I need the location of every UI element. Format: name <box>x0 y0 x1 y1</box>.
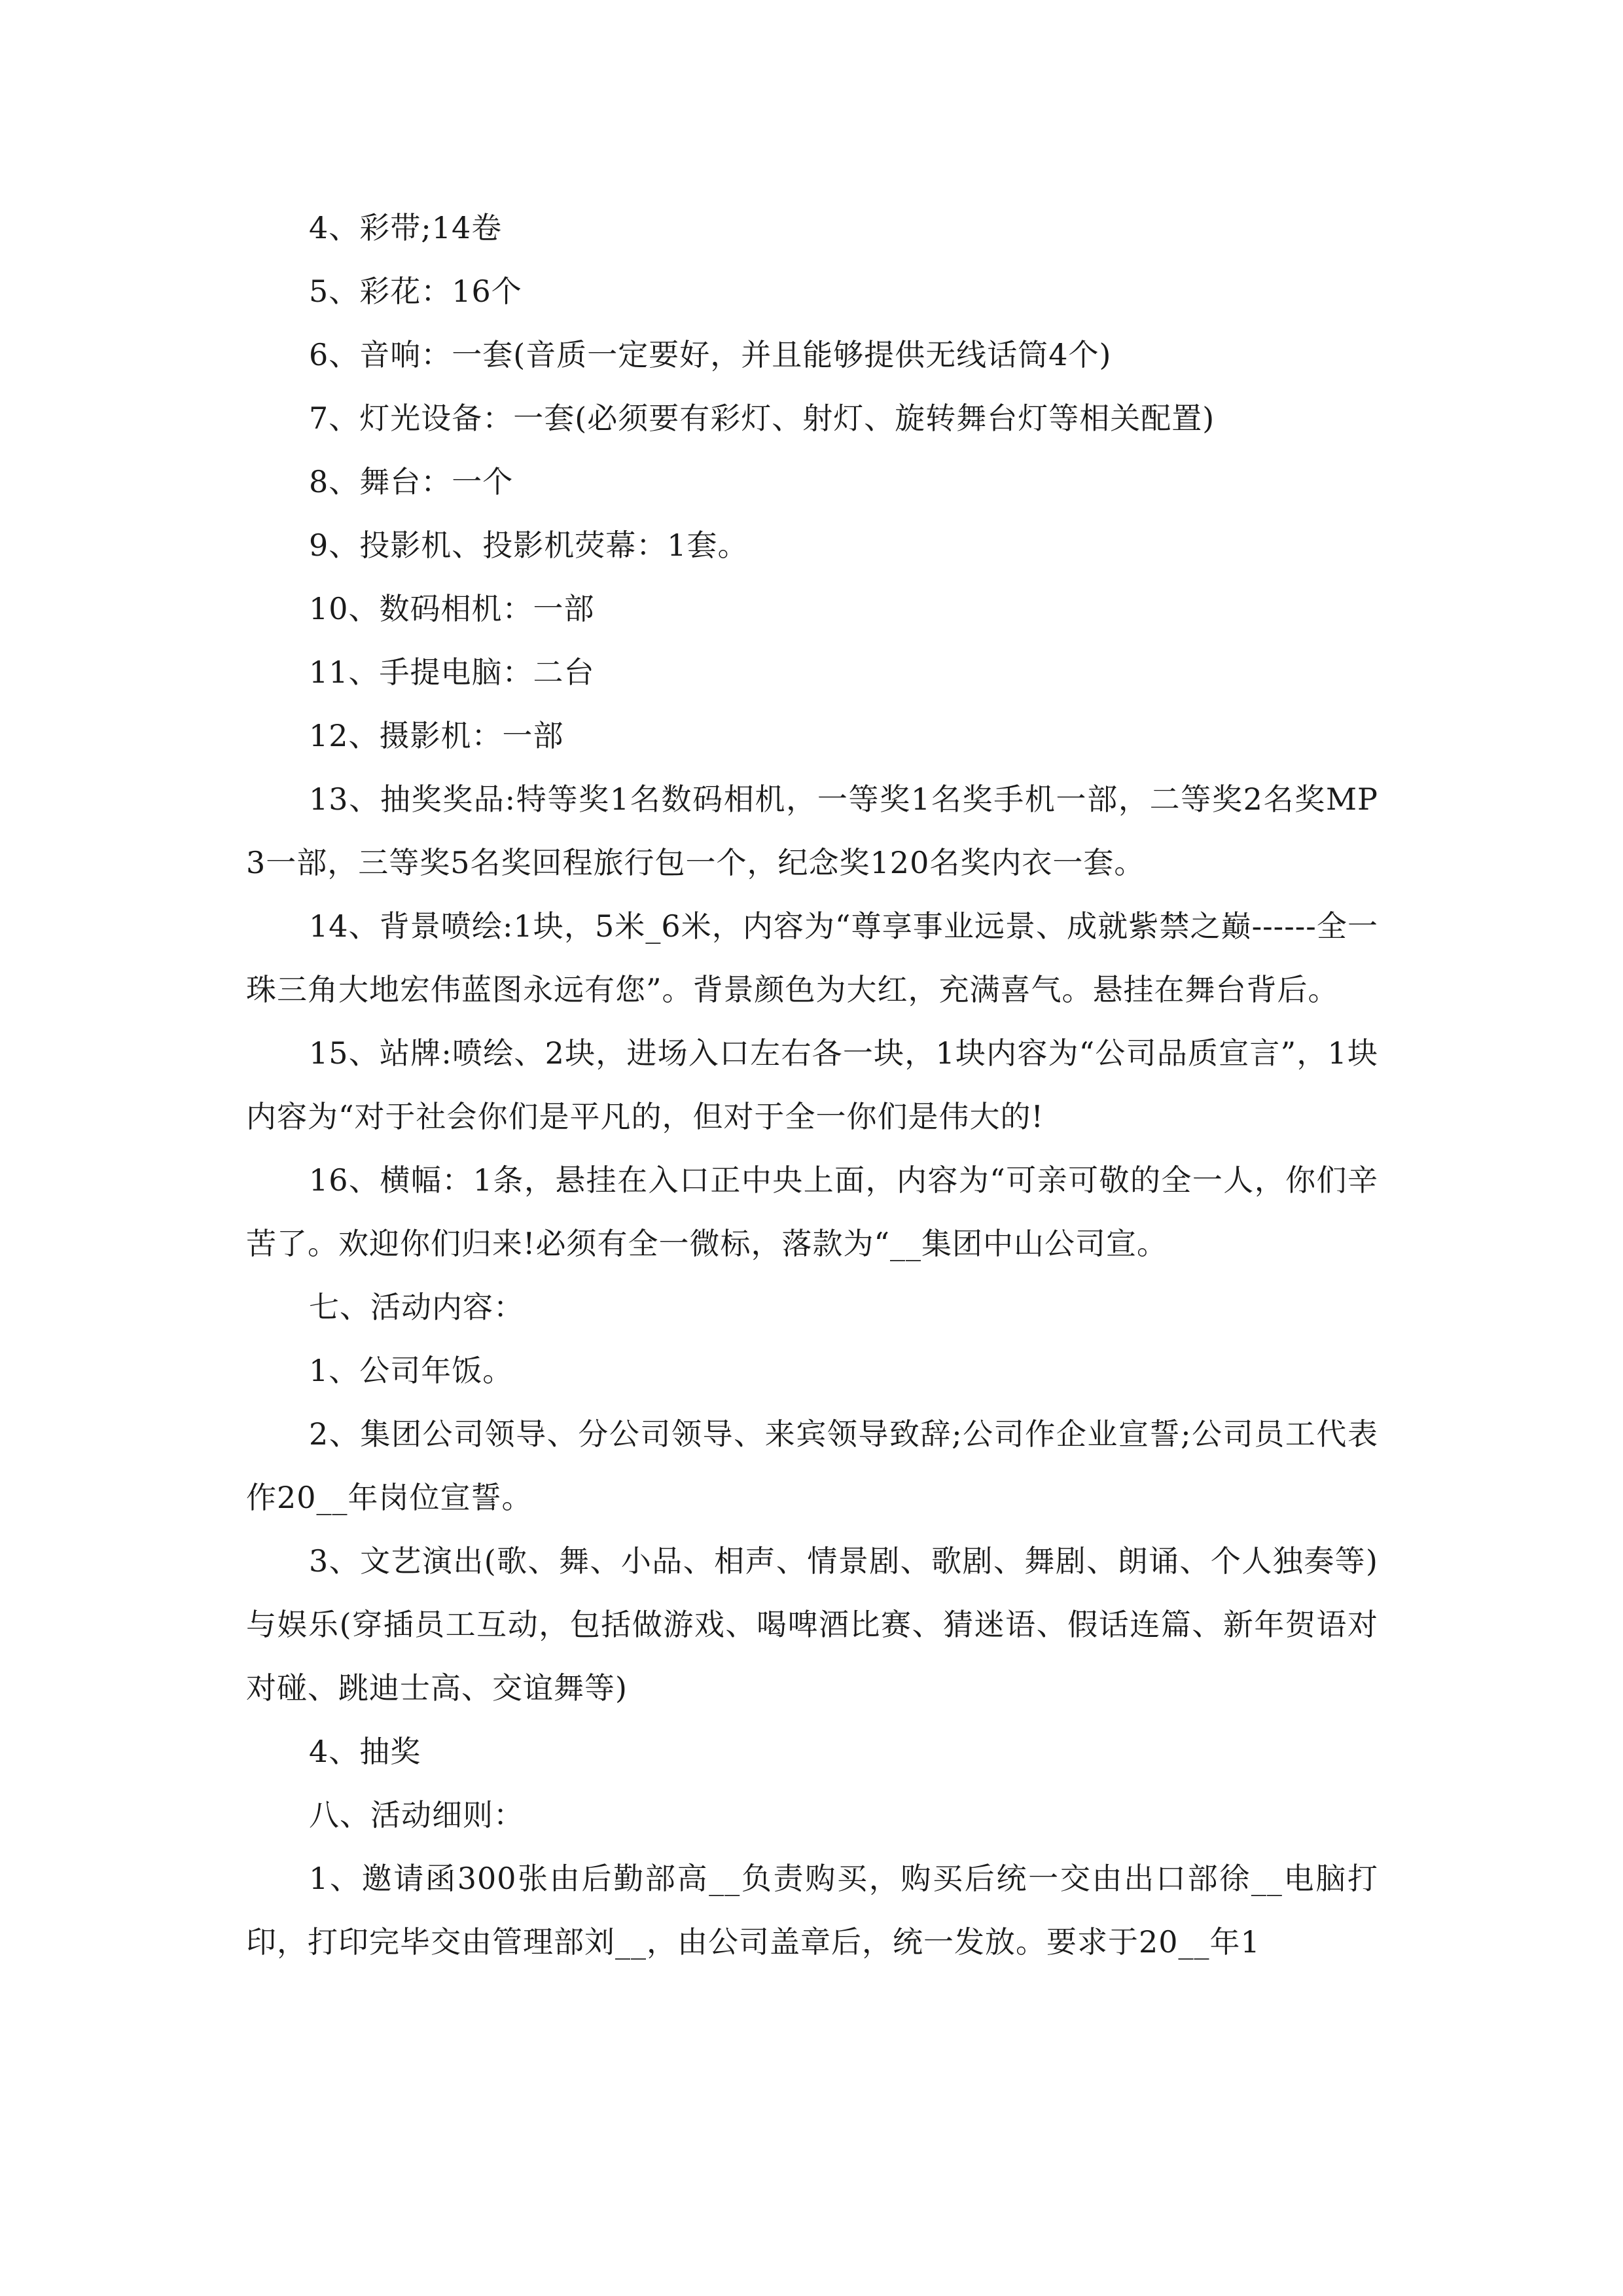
list-item-camera: 10、数码相机：一部 <box>309 591 595 626</box>
list-item-banner: 16、横幅：1条，悬挂在入口正中央上面，内容为“可亲可敬的全一人，你们辛苦了。欢迎你们归来!必须有全一微标，落款为“__集团中山公司宣。 <box>246 1162 1378 1261</box>
list-item-dinner: 1、公司年饭。 <box>309 1353 514 1388</box>
list-item-flowers: 5、彩花：16个 <box>309 274 522 309</box>
list-item-laptop: 11、手提电脑：二台 <box>309 655 595 690</box>
list-item-audio: 6、音响：一套(音质一定要好，并且能够提供无线话筒4个) <box>309 337 1112 372</box>
list-item-streamers: 4、彩带;14卷 <box>309 210 503 245</box>
list-item-speeches: 2、集团公司领导、分公司领导、来宾领导致辞;公司作企业宣誓;公司员工代表作20__年岗位宣誓。 <box>246 1416 1378 1515</box>
list-item-prizes: 13、抽奖奖品:特等奖1名数码相机，一等奖1名奖手机一部，二等奖2名奖MP3一部，三等奖5名奖回程旅行包一个，纪念奖120名奖内衣一套。 <box>246 781 1378 880</box>
list-item-backdrop: 14、背景喷绘:1块，5米_6米，内容为“尊享事业远景、成就紫禁之巅------全一珠三角大地宏伟蓝图永远有您”。背景颜色为大红，充满喜气。悬挂在舞台背后。 <box>246 908 1378 1007</box>
list-item-lighting: 7、灯光设备：一套(必须要有彩灯、射灯、旋转舞台灯等相关配置) <box>309 401 1215 436</box>
list-item-invitations: 1、邀请函300张由后勤部高__负责购买，购买后统一交由出口部徐__电脑打印，打印完毕交由管理部刘__，由公司盖章后，统一发放。要求于20__年1 <box>246 1861 1378 1960</box>
list-item-lottery: 4、抽奖 <box>309 1734 421 1769</box>
list-item-projector: 9、投影机、投影机荧幕：1套。 <box>309 528 749 563</box>
list-item-video-camera: 12、摄影机：一部 <box>309 718 564 753</box>
section-heading-rules: 八、活动细则： <box>309 1797 524 1833</box>
list-item-signboards: 15、站牌:喷绘、2块，进场入口左右各一块，1块内容为“公司品质宣言”，1块内容为“对于社会你们是平凡的，但对于全一你们是伟大的! <box>246 1035 1378 1134</box>
list-item-performances: 3、文艺演出(歌、舞、小品、相声、情景剧、歌剧、舞剧、朗诵、个人独奏等)与娱乐(穿插员工互动，包括做游戏、喝啤酒比赛、猜迷语、假话连篇、新年贺语对对碰、跳迪士高、交谊舞等) <box>246 1543 1378 1706</box>
section-heading-activities: 七、活动内容： <box>309 1289 524 1325</box>
list-item-stage: 8、舞台：一个 <box>309 464 514 499</box>
document-body <box>246 196 1378 1974</box>
